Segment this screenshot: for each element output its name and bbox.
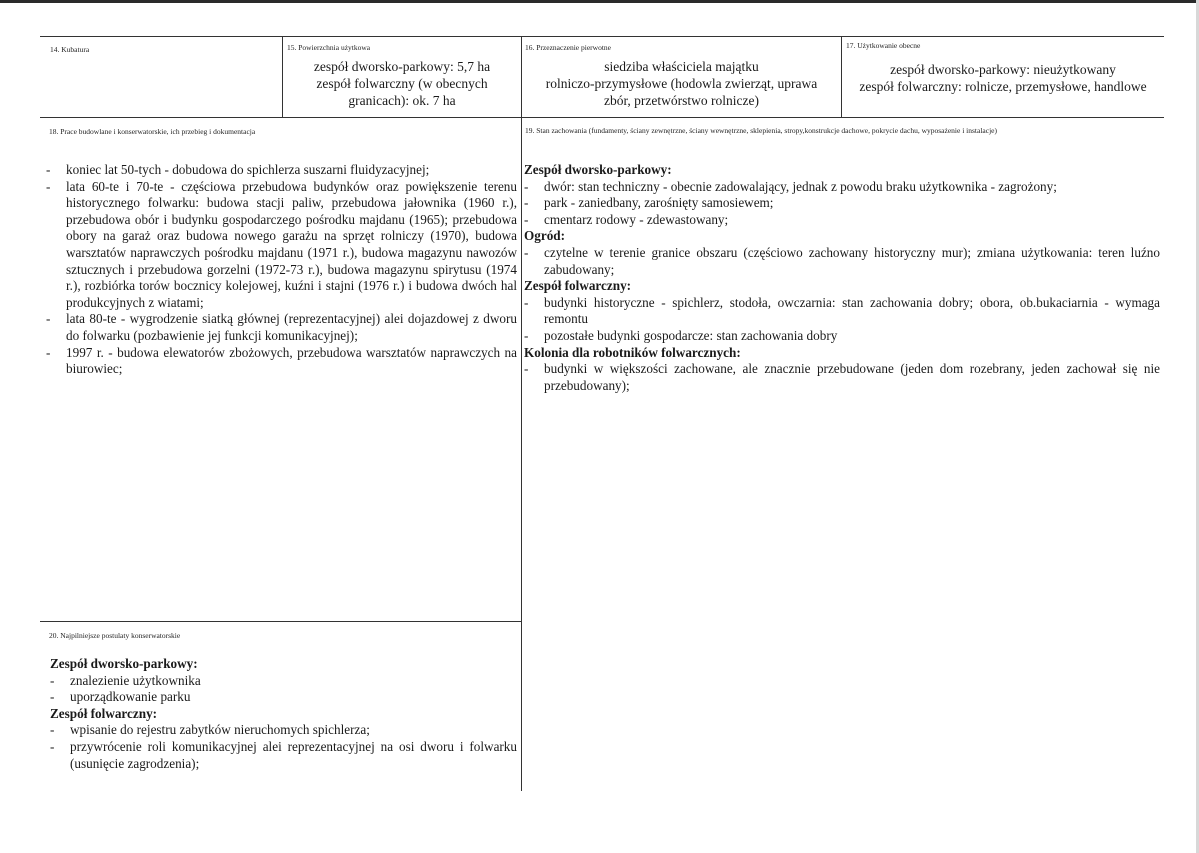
col-divider-15-16	[521, 36, 522, 791]
list-item-text: cmentarz rodowy - zdewastowany;	[544, 211, 729, 227]
list-item-text: lata 80-te - wygrodzenie siatką głównej (reprezentacyjnej) alei dojazdowej z dworu do folwarku (pozbawienie jej funkcji komunikacyjnej);	[66, 311, 517, 343]
list-item	[524, 295, 1160, 328]
section-heading: Zespół folwarczny:	[50, 705, 158, 721]
list-item-text: lata 60-te i 70-te - częściowa przebudowa budynków oraz powiększenie terenu historycznego folwarku: budowa stacji paliw, przebudowa jałownika (1960 r.), przebudowa obór i budynku gospodarczego pośrodku majdanu (1965); przebudowa obory na garaż oraz budowa nowego garażu na sprzęt rolniczy (1970), budowa warsztatów naprawczych pośrodku majdanu (1971 r.), budowa magazynu nawozów sztucznych i przebudowa gorzelni (1972-73 r.), budowa magazynu spirytusu (1974 r.), rozbiórka torów bocznicy kolejowej, kuźni i stajni (1976 r.) i budowa dwóch hal produkcyjnych z wiatami;	[66, 178, 517, 310]
field-18-label: 18. Prace budowlane i konserwatorskie, ich przebieg i dokumentacja	[49, 127, 256, 136]
list-item	[46, 311, 517, 344]
field-16-line: zbór, przetwórstwo rolnicze)	[603, 93, 760, 108]
list-dash: -	[524, 178, 529, 194]
list-dash: -	[524, 195, 529, 211]
list-item-text: 1997 r. - budowa elewatorów zbożowych, przebudowa warsztatów naprawczych na biurowiec;	[66, 344, 517, 377]
table-top-border	[40, 36, 1164, 37]
list-item	[524, 361, 1160, 394]
field-17-label: 17. Użytkowanie obecne	[846, 41, 921, 50]
section-heading: Kolonia dla robotników folwarcznych:	[524, 344, 741, 360]
list-item	[524, 179, 1160, 196]
page-top-edge	[0, 0, 1199, 3]
list-item-text: budynki historyczne - spichlerz, stodoła, owczarnia: stan zachowania dobry; obora, ob.bukaciarnia - wymaga remontu	[544, 294, 1160, 327]
list-item-text: przywrócenie roli komunikacyjnej alei reprezentacyjnej na osi dworu i folwarku (usunięcie zagrodzenia);	[70, 738, 517, 771]
field-19-list	[524, 162, 1160, 394]
list-item	[50, 673, 517, 690]
list-item	[524, 212, 1160, 229]
list-item-text: znalezienie użytkownika	[70, 672, 201, 688]
field-17-value	[842, 61, 1164, 95]
field-16-label: 16. Przeznaczenie pierwotne	[525, 43, 611, 52]
list-item-text: czytelne w terenie granice obszaru (częściowo zachowany historyczny mur); zmiana użytkowania: teren luźno zabudowany;	[544, 244, 1160, 277]
list-dash: -	[524, 361, 529, 377]
field-19-label: 19. Stan zachowania (fundamenty, ściany zewnętrzne, ściany wewnętrzne, sklepienia, stropy,konstrukcje dachowe, pokrycie dachu, wyposażenie i instalacje)	[525, 126, 997, 135]
list-dash: -	[524, 327, 529, 343]
list-item-text: wpisanie do rejestru zabytków nieruchomych spichlerza;	[70, 722, 370, 738]
field-20-list	[50, 656, 517, 772]
list-item-text: koniec lat 50-tych - dobudowa do spichlerza suszarni fluidyzacyjnej;	[66, 162, 430, 177]
list-dash: -	[524, 244, 529, 260]
field-17-line: zespół dworsko-parkowy: nieużytkowany	[890, 62, 1116, 77]
list-item	[46, 162, 517, 179]
field-16-value	[522, 58, 841, 109]
field-15-line: granicach): ok. 7 ha	[348, 93, 456, 108]
field-16-line: siedziba właściciela majątku	[604, 59, 759, 74]
list-dash: -	[50, 738, 55, 754]
section-heading: Ogród:	[524, 228, 566, 244]
list-item	[524, 195, 1160, 212]
list-item	[46, 345, 517, 378]
list-dash: -	[46, 162, 51, 177]
list-dash: -	[524, 294, 529, 310]
list-item	[46, 179, 517, 312]
list-item	[50, 722, 517, 739]
list-dash: -	[46, 344, 51, 360]
list-item-text: budynki w większości zachowane, ale znacznie przebudowane (jeden dom rozebrany, jeden zachował się nie przebudowany);	[544, 361, 1160, 393]
list-item-text: park - zaniedbany, zarośnięty samosiewem;	[544, 195, 774, 211]
field-14-label: 14. Kubatura	[50, 45, 90, 54]
list-dash: -	[50, 689, 55, 705]
field-15-value	[283, 58, 521, 109]
list-item	[50, 689, 517, 706]
list-dash: -	[46, 178, 51, 194]
list-item-text: pozostałe budynki gospodarcze: stan zachowania dobry	[544, 327, 838, 343]
list-dash: -	[46, 311, 51, 327]
list-dash: -	[50, 722, 55, 738]
list-item	[50, 739, 517, 772]
section-heading: Zespół folwarczny:	[524, 278, 632, 294]
row1-bottom-border	[40, 117, 1164, 118]
list-dash: -	[50, 672, 55, 688]
field-15-line: zespół dworsko-parkowy: 5,7 ha	[313, 59, 491, 74]
field-15-label: 15. Powierzchnia użytkowa	[287, 43, 371, 52]
section-heading: Zespół dworsko-parkowy:	[50, 656, 198, 671]
field-20-label: 20. Najpilniejsze postulaty konserwatorskie	[49, 631, 181, 640]
list-item-text: dwór: stan techniczny - obecnie zadowalający, jednak z powodu braku użytkownika - zagrożony;	[544, 178, 1057, 194]
section-heading: Zespół dworsko-parkowy:	[524, 162, 672, 177]
list-item	[524, 245, 1160, 278]
list-item	[524, 328, 1160, 345]
list-dash: -	[524, 211, 529, 227]
row-separator-18-20	[40, 621, 521, 622]
list-item-text: uporządkowanie parku	[70, 689, 191, 705]
field-16-line: rolniczo-przymysłowe (hodowla zwierząt, uprawa	[545, 76, 818, 91]
field-18-list	[46, 162, 517, 378]
field-15-line: zespół folwarczny (w obecnych	[316, 76, 488, 91]
field-17-line: zespół folwarczny: rolnicze, przemysłowe, handlowe	[859, 79, 1147, 94]
